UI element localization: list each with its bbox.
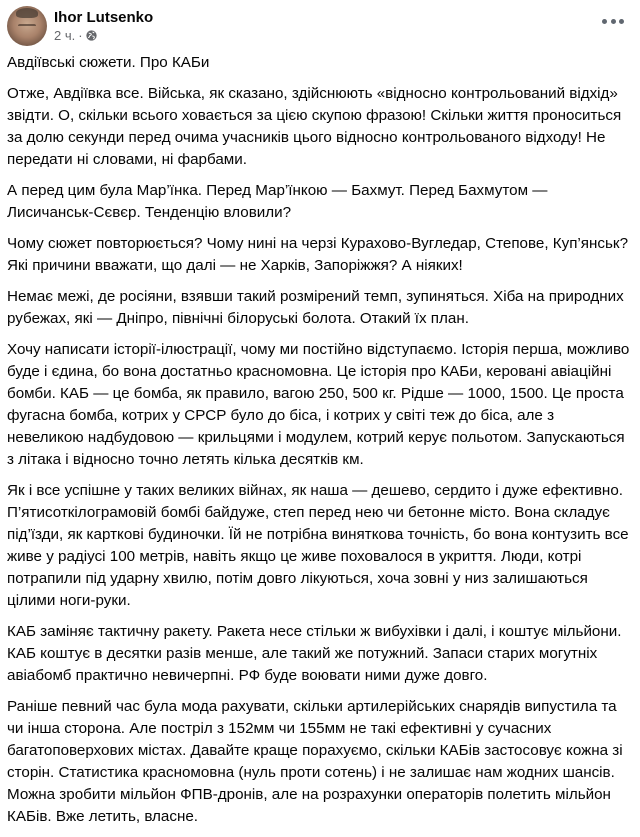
paragraph: А перед цим була Мар’їнка. Перед Мар’їнкою — Бахмут. Перед Бахмутом — Лисичанськ-Сєвєр. Тенденцію вловили?	[7, 182, 548, 221]
paragraph: Немає межі, де росіяни, взявши такий розмірений темп, зупиняться. Хіба на природних рубежах, які — Дніпро, північні білоруські болота. Отакий їх план.	[7, 288, 624, 327]
post-body	[7, 52, 633, 837]
author-avatar[interactable]	[7, 6, 47, 46]
paragraph: Хочу написати історії-ілюстрації, чому ми постійно відступаємо. Історія перша, можливо буде і єдина, бо вона достатньо красномовна. Це історія про КАБи, керовані авіаційні бомби. КАБ — це бомба, як правило, вагою 250, 500 кг. Рідше — 1000, 1500. Це проста фугасна бомба, котрих у СРСР було до біса, і котрих у світі теж до біса, але з невеликою надбудовою — крильцями і модулем, котрий керує польотом. Запускаються з літака і відносно точно летять кілька десятків км.	[7, 341, 630, 468]
post-meta	[54, 8, 153, 44]
paragraph: Отже, Авдіївка все. Війська, як сказано, здійснюють «відносно контрольований відхід» звідти. О, скільки всього ховається за цією скупою фразою! Скільки життя проноситься за долю секунди перед очима учасників цього відносно контрольованого відходу! Не передати ні словами, ні фарбами.	[7, 85, 622, 168]
more-options-icon	[602, 19, 607, 24]
globe-icon	[86, 30, 97, 41]
paragraph: Чому сюжет повторюється? Чому нині на черзі Курахово-Вугледар, Степове, Куп’янськ? Які причини вважати, що далі — не Харків, Запоріжжя? А ніяких!	[7, 235, 629, 274]
post-header	[7, 4, 153, 48]
paragraph: КАБ заміняє тактичну ракету. Ракета несе стільки ж вибухівки і далі, і коштує мільйони. КАБ коштує в десятки разів менше, але такий же потужний. Запаси старих могутніх авіабомб практично невичерпні. РФ буде воювати ними дуже довго.	[7, 623, 622, 684]
author-name[interactable]: Ihor Lutsenko	[54, 9, 154, 26]
post-time[interactable]: 2 ч.	[54, 28, 76, 43]
post-subline	[54, 27, 153, 44]
post-title: Авдіївські сюжети. Про КАБи	[7, 54, 210, 71]
paragraph: Раніше певний час була мода рахувати, скільки артилерійських снарядів випустила та чи інша сторона. Але постріл з 152мм чи 155мм не такі ефективні у сучасних багатоповерхових містах. Давайте краще порахуємо, скільки КАБів застосовує кожна зі сторін. Статистика красномовна (нуль проти сотень) і не залишає нам жодних шансів. Можна зробити мільйон ФПВ-дронів, але на розрахунки операторів полетить мільйон КАБів. Вже летить, власне.	[7, 698, 623, 825]
more-options-button[interactable]	[602, 14, 624, 28]
paragraph: Як і все успішне у таких великих війнах, як наша — дешево, сердито і дуже ефективно. П’ятисоткілограмовій бомбі байдуже, степ перед нею чи бетонне місто. Вона складує під’їзди, як карткові будиночки. Їй не потрібна виняткова точність, бо вона контузить все живе у радіусі 100 метрів, навіть якщо це живе поховалося в укриття. Люди, котрі потрапили під ударну хвилю, потім довго лікуються, хоча зовні у низ залишаються цілими ноги-руки.	[7, 482, 629, 609]
separator-dot: ·	[78, 28, 83, 43]
